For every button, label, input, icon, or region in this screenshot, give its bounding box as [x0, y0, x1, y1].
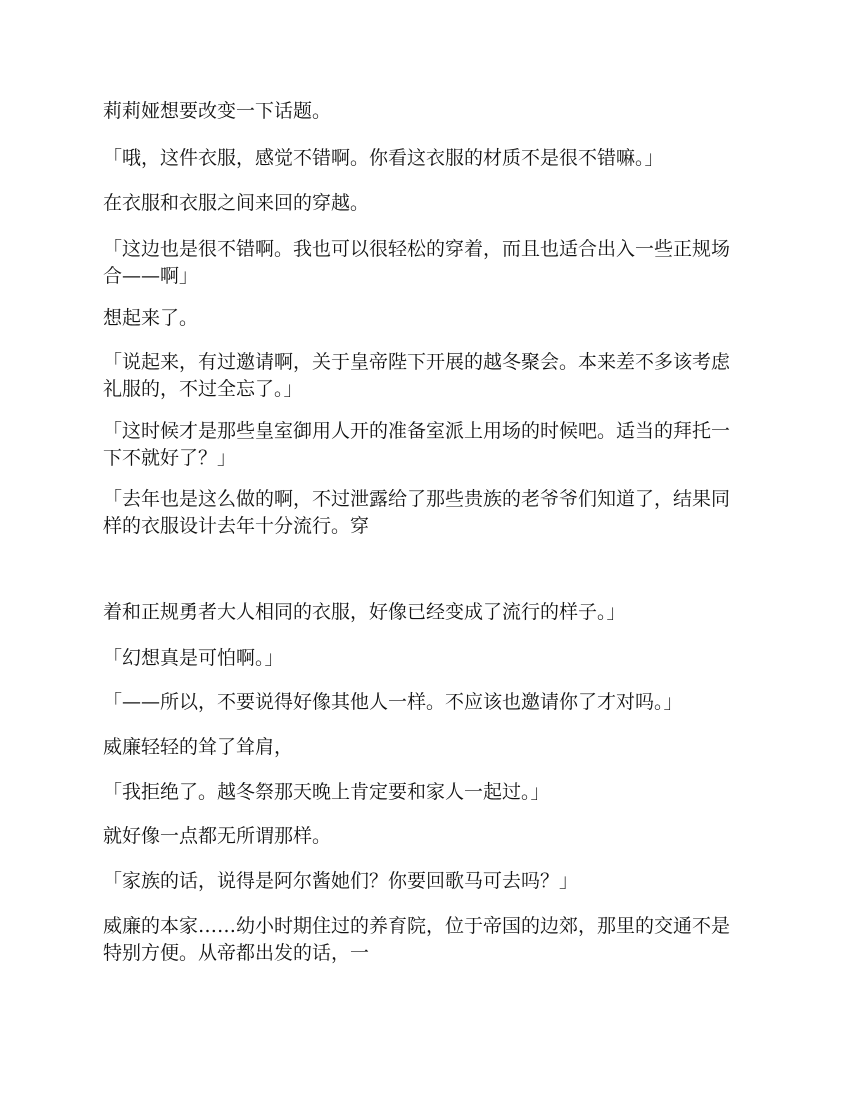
- paragraph-9: 着和正规勇者大人相同的衣服，好像已经变成了流行的样子。」: [103, 601, 626, 623]
- paragraph-13: 「我拒绝了。越冬祭那天晚上肯定要和家人一起过。」: [103, 781, 550, 803]
- paragraph-14: 就好像一点都无所谓那样。: [103, 825, 332, 847]
- paragraph-3: 在衣服和衣服之间来回的穿越。: [103, 192, 370, 214]
- paragraph-16: 威廉的本家……幼小时期住过的养育院，位于帝国的边郊，那里的交通不是特别方便。从帝都出发的话，一: [103, 915, 731, 964]
- paragraph-7: 「这时候才是那些皇室御用人开的准备室派上用场的时候吧。适当的拜托一下不就好了？」: [103, 420, 731, 469]
- paragraph-8: 「去年也是这么做的啊，不过泄露给了那些贵族的老爷爷们知道了，结果同样的衣服设计去年十分流行。穿: [103, 488, 731, 537]
- paragraph-12: 威廉轻轻的耸了耸肩，: [103, 736, 294, 758]
- paragraph-5: 想起来了。: [103, 307, 199, 329]
- paragraph-1: 莉莉娅想要改变一下话题。: [103, 100, 332, 122]
- paragraph-15: 「家族的话，说得是阿尔酱她们？你要回歌马可去吗？」: [103, 870, 579, 892]
- paragraph-4: 「这边也是很不错啊。我也可以很轻松的穿着，而且也适合出入一些正规场合——啊」: [103, 238, 731, 287]
- paragraph-6: 「说起来，有过邀请啊，关于皇帝陛下开展的越冬聚会。本来差不多该考虑礼服的，不过全忘了。」: [103, 351, 731, 400]
- paragraph-2: 「哦，这件衣服，感觉不错啊。你看这衣服的材质不是很不错嘛。」: [103, 147, 664, 169]
- paragraph-11: 「——所以，不要说得好像其他人一样。不应该也邀请你了才对吗。」: [103, 691, 683, 713]
- paragraph-10: 「幻想真是可怕啊。」: [103, 647, 284, 669]
